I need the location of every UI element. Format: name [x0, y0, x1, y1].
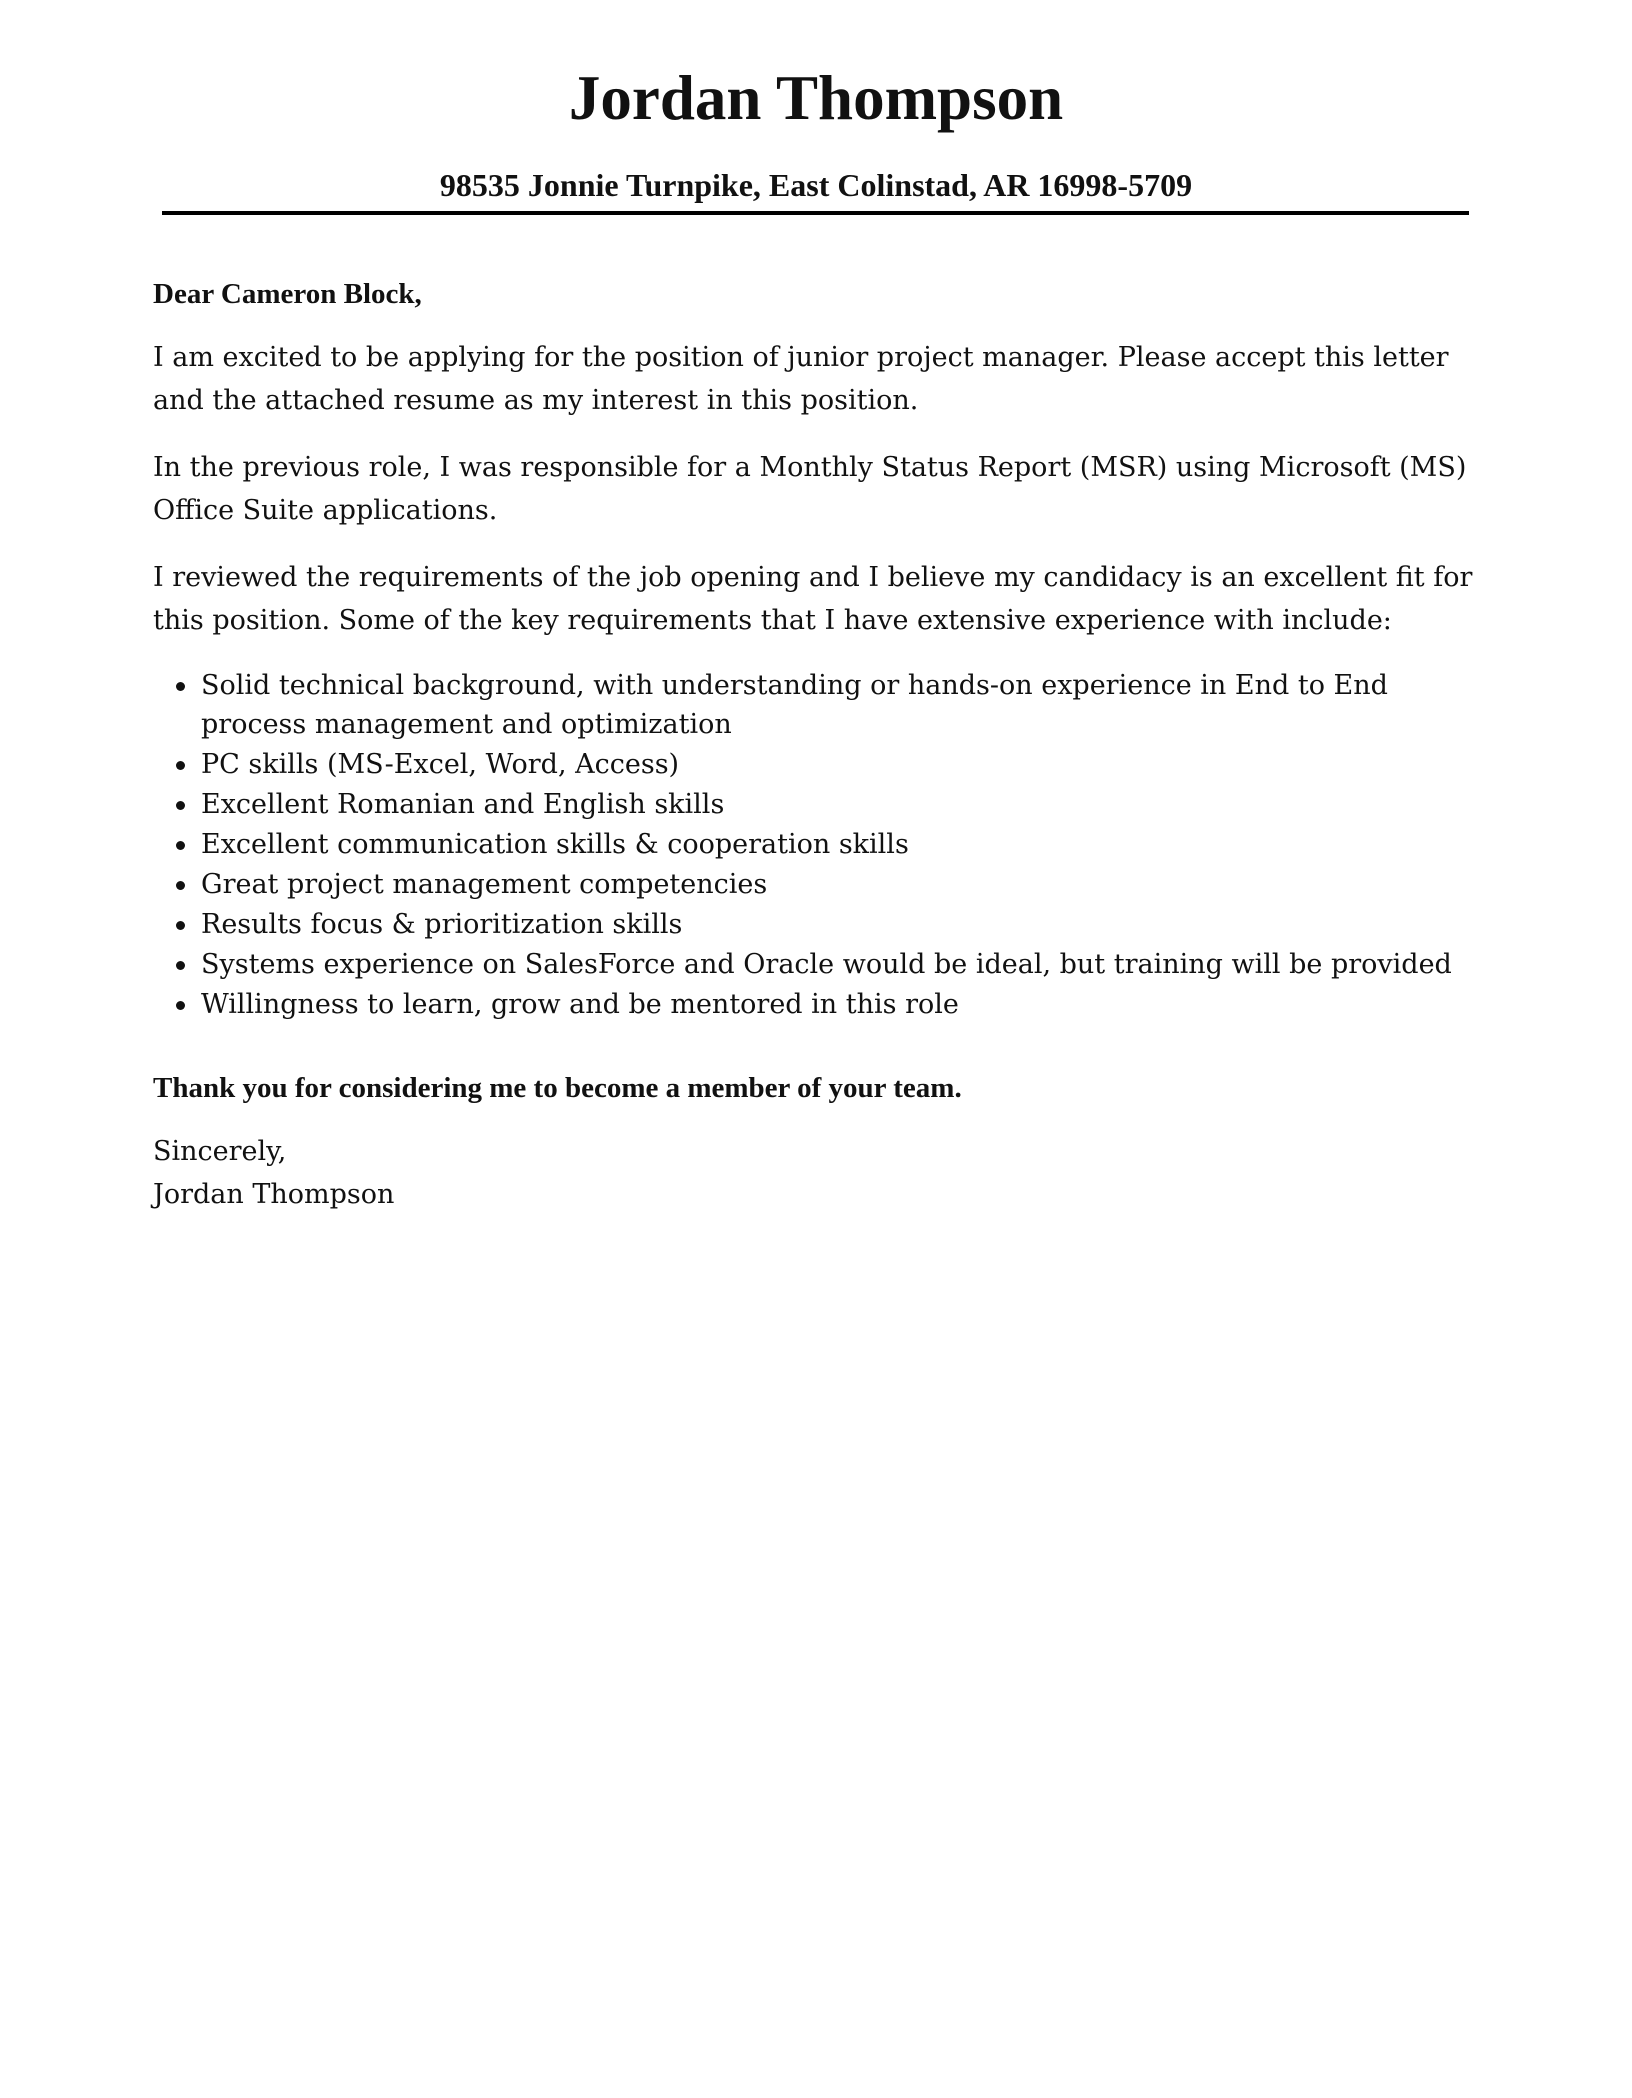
signoff: Sincerely, — [153, 1136, 287, 1167]
sender-name: Jordan Thompson — [568, 63, 1064, 133]
skill-text: Willingness to learn, grow and be mentored in this role — [201, 989, 959, 1020]
skill-text: Excellent communication skills & cooperation skills — [201, 829, 909, 860]
skill-text: Solid technical background, with understanding or hands-on experience in End to End process management and optimization — [201, 670, 1388, 740]
closing-statement: Thank you for considering me to become a member of your team. — [153, 1072, 962, 1104]
list-item — [201, 985, 1473, 1024]
skill-text: Results focus & prioritization skills — [201, 909, 683, 940]
list-item — [201, 905, 1473, 944]
bullet-icon — [176, 841, 185, 850]
list-item — [201, 945, 1473, 984]
bullet-icon — [176, 961, 185, 970]
requirements-paragraph: I reviewed the requirements of the job opening and I believe my candidacy is an excellent fit for this position. Some of the key requirements that I have extensive experience with include: — [153, 562, 1473, 636]
skill-text: PC skills (MS-Excel, Word, Access) — [201, 749, 680, 780]
list-item — [201, 785, 1473, 824]
sender-address: 98535 Jonnie Turnpike, East Colinstad, AR 16998-5709 — [439, 167, 1193, 203]
header-divider — [162, 211, 1469, 215]
skill-text: Systems experience on SalesForce and Oracle would be ideal, but training will be provided — [201, 949, 1452, 980]
bullet-icon — [176, 801, 185, 810]
salutation: Dear Cameron Block, — [153, 278, 422, 310]
letter-body — [153, 272, 1473, 1216]
bullet-icon — [176, 921, 185, 930]
list-item — [201, 865, 1473, 904]
bullet-icon — [176, 1001, 185, 1010]
list-item — [201, 745, 1473, 784]
signature-name: Jordan Thompson — [153, 1179, 395, 1210]
intro-paragraph: I am excited to be applying for the position of junior project manager. Please accept this letter and the attached resume as my interest in this position. — [153, 342, 1449, 416]
list-item — [201, 825, 1473, 864]
skills-list — [153, 666, 1473, 1024]
skill-text: Great project management competencies — [201, 869, 768, 900]
bullet-icon — [176, 682, 185, 691]
skill-text: Excellent Romanian and English skills — [201, 789, 725, 820]
bullet-icon — [176, 761, 185, 770]
list-item — [201, 666, 1473, 744]
bullet-icon — [176, 881, 185, 890]
previous-role-paragraph: In the previous role, I was responsible for a Monthly Status Report (MSR) using Microsoft (MS) Office Suite applications. — [153, 452, 1467, 526]
